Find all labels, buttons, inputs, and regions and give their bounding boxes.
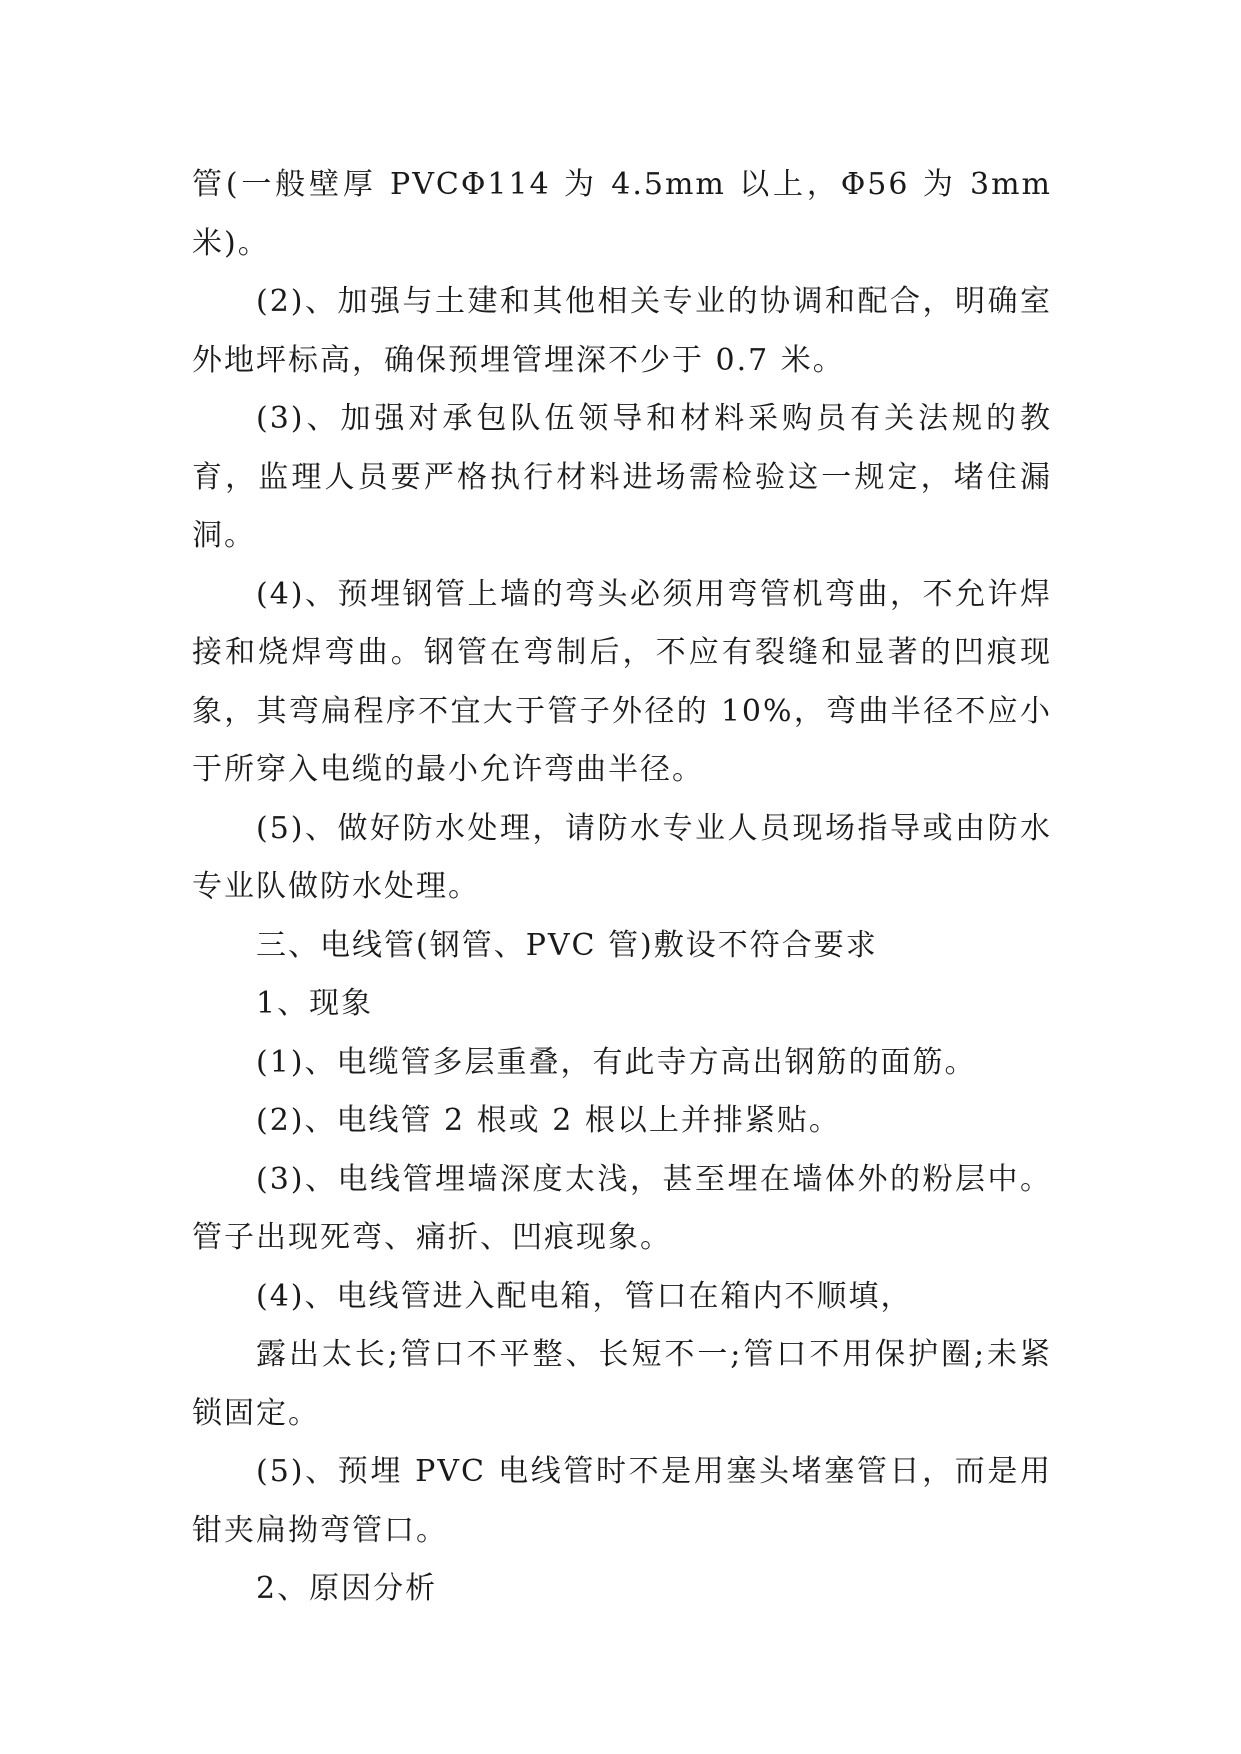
paragraph-item-2: (2)、加强与土建和其他相关专业的协调和配合，明确室外地坪标高，确保预埋管埋深不少于 0.7 米。 bbox=[192, 284, 1052, 378]
phenomenon-item-3: (3)、电线管埋墙深度太浅，甚至埋在墙体外的粉层中。管子出现死弯、痛折、凹痕现象。 bbox=[192, 1161, 1052, 1255]
paragraph-item-3: (3)、加强对承包队伍领导和材料采购员有关法规的教育，监理人员要严格执行材料进场需检验这一规定，堵住漏洞。 bbox=[192, 401, 1052, 553]
phenomenon-item-4: (4)、电线管进入配电箱，管口在箱内不顺填， bbox=[256, 1278, 913, 1314]
paragraph-pipe-thickness: 管(一般壁厚 PVCΦ114 为 4.5mm 以上，Φ56 为 3mm 米)。 bbox=[192, 167, 1052, 261]
section-heading-3: 三、电线管(钢管、PVC 管)敷设不符合要求 bbox=[256, 927, 878, 963]
paragraph-item-4: (4)、预埋钢管上墙的弯头必须用弯管机弯曲，不允许焊接和烧焊弯曲。钢管在弯制后，不应有裂缝和显著的凹痕现象，其弯扁程序不宜大于管子外径的 10%，弯曲半径不应小于所穿入电缆的最小允许弯曲半径。 bbox=[192, 576, 1052, 787]
phenomenon-item-2: (2)、电线管 2 根或 2 根以上并排紧贴。 bbox=[256, 1103, 841, 1138]
subheading-phenomenon: 1、现象 bbox=[256, 986, 374, 1021]
phenomenon-item-5: (5)、预埋 PVC 电线管时不是用塞头堵塞管日，而是用钳夹扁拗弯管口。 bbox=[192, 1454, 1052, 1548]
document-body bbox=[192, 156, 1052, 1619]
phenomenon-item-1: (1)、电缆管多层重叠，有此寺方高出钢筋的面筋。 bbox=[256, 1044, 977, 1080]
phenomenon-item-4-continued: 露出太长;管口不平整、长短不一;管口不用保护圈;未紧锁固定。 bbox=[192, 1337, 1052, 1431]
subheading-cause-analysis: 2、原因分析 bbox=[256, 1571, 438, 1606]
paragraph-item-5: (5)、做好防水处理，请防水专业人员现场指导或由防水专业队做防水处理。 bbox=[192, 810, 1052, 904]
